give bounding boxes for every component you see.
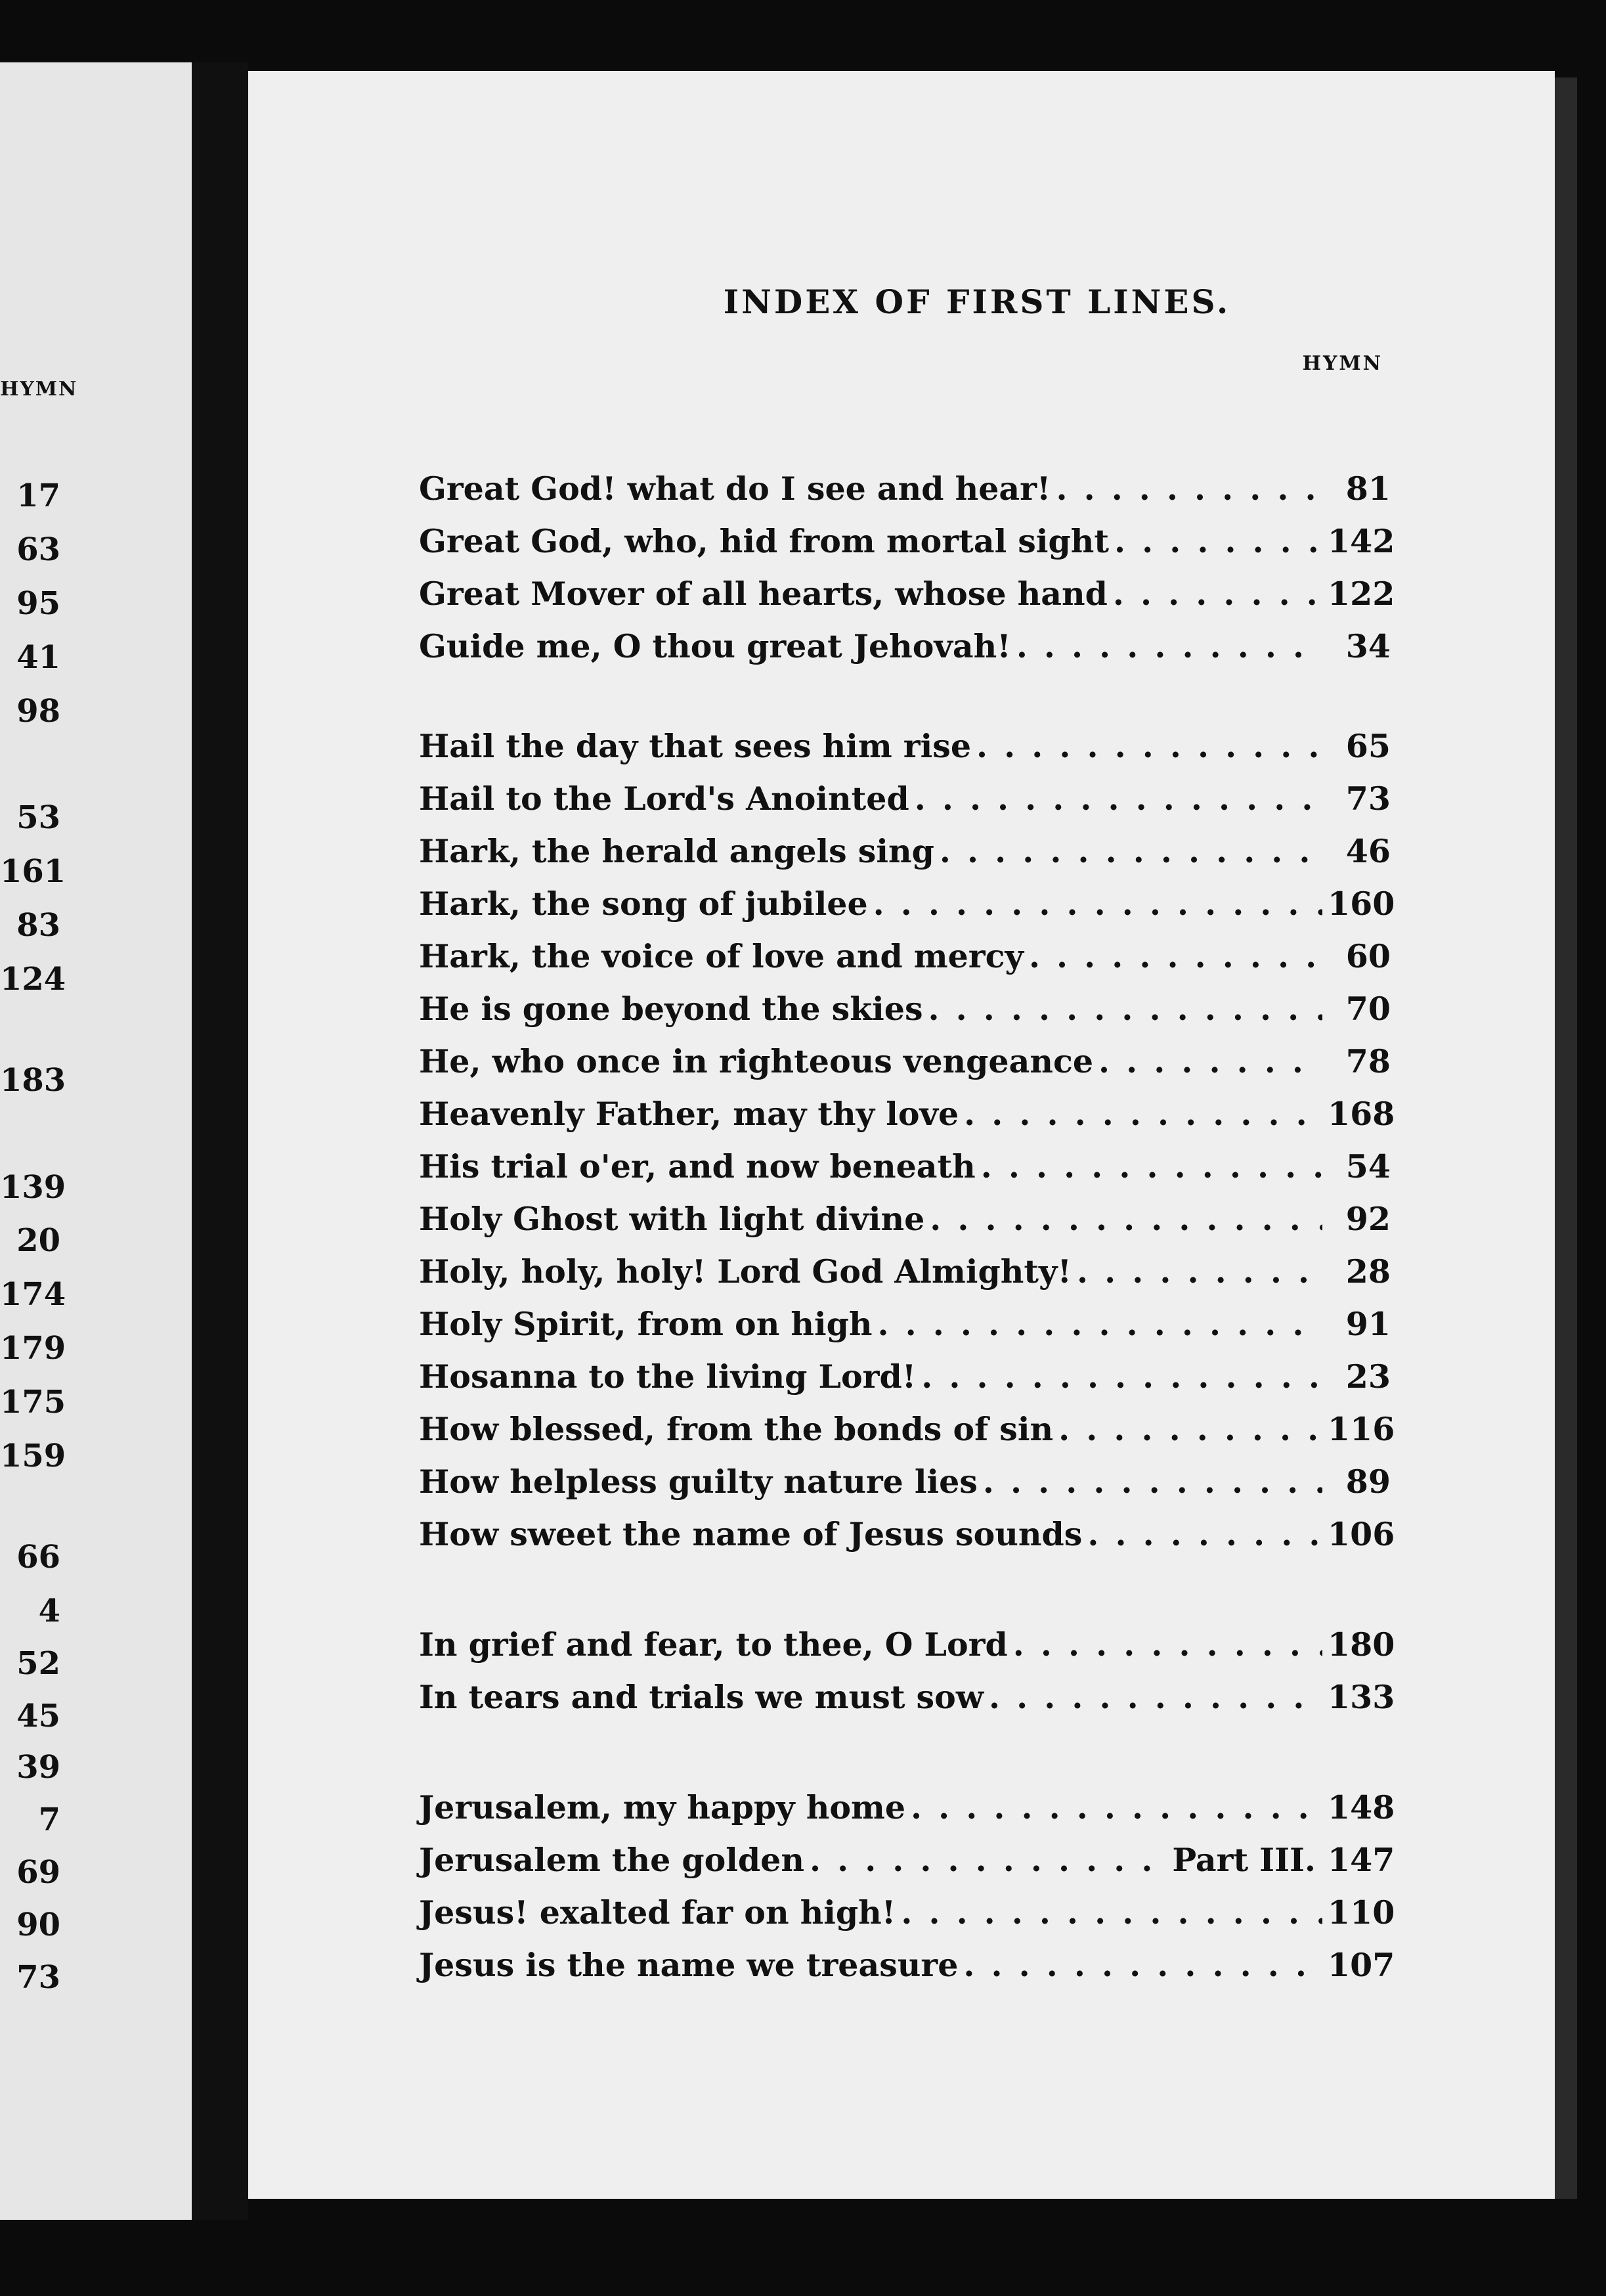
right-page: [248, 71, 1555, 2199]
first-line: Hark, the voice of love and mercy: [419, 937, 1024, 975]
index-entry: [419, 468, 1391, 510]
leader-dots: [1098, 1040, 1322, 1082]
index-entry: [419, 625, 1391, 667]
left-hymn-number: 53: [16, 799, 60, 836]
first-line: Jerusalem, my happy home: [419, 1788, 906, 1826]
first-line: How blessed, from the bonds of sin: [419, 1410, 1054, 1448]
leader-dots: [940, 830, 1322, 872]
leader-dots: [981, 1145, 1322, 1187]
hymn-number: 168: [1328, 1095, 1395, 1133]
first-line: Hail the day that sees him rise: [419, 727, 971, 765]
leader-dots: [1056, 468, 1322, 510]
first-line: Great God! what do I see and hear!: [419, 470, 1051, 508]
leader-dots: [911, 1786, 1322, 1828]
hymn-number: 106: [1328, 1515, 1395, 1553]
leader-dots: [1087, 1513, 1322, 1555]
first-line: Hosanna to the living Lord!: [419, 1358, 917, 1396]
hymn-number: 133: [1328, 1678, 1395, 1716]
leader-dots: [921, 1356, 1322, 1398]
left-hymn-number: 90: [16, 1907, 60, 1943]
index-entry: [419, 1676, 1395, 1718]
index-entry: [419, 1786, 1395, 1828]
left-hymn-number: 69: [16, 1854, 60, 1891]
hymn-number: 160: [1328, 885, 1395, 923]
left-hymn-number: 7: [38, 1801, 60, 1838]
left-page: [0, 62, 192, 2220]
first-line: How helpless guilty nature lies: [419, 1463, 978, 1501]
index-entry: [419, 935, 1391, 977]
hymn-number: 180: [1328, 1625, 1395, 1664]
index-entry: [419, 1040, 1391, 1082]
hymn-number: 147: [1328, 1841, 1395, 1879]
left-hymn-number: 4: [38, 1593, 60, 1629]
hymn-number: 54: [1345, 1147, 1391, 1185]
hymn-number: 60: [1345, 937, 1391, 975]
leader-dots: [878, 1303, 1322, 1345]
left-hymn-number: 17: [16, 477, 60, 514]
index-entry: [419, 778, 1391, 820]
leader-dots: [930, 1198, 1322, 1240]
leader-dots: [989, 1676, 1322, 1718]
left-hymn-number: 73: [16, 1959, 60, 1996]
leader-dots: [1113, 573, 1322, 615]
hymn-number: 92: [1345, 1200, 1391, 1238]
leader-dots: [810, 1839, 1167, 1881]
first-line: Great Mover of all hearts, whose hand: [419, 575, 1108, 613]
page-edge-shadow: [1555, 77, 1577, 2199]
hymn-number: 89: [1345, 1463, 1391, 1501]
left-hymn-number: 39: [16, 1749, 60, 1786]
hymn-number: 122: [1328, 575, 1395, 613]
hymn-number: 81: [1345, 470, 1391, 508]
index-entry: [419, 1356, 1391, 1398]
leader-dots: [976, 725, 1322, 767]
index-entry: [419, 830, 1391, 872]
index-entry: [419, 1891, 1395, 1933]
index-entry: [419, 1513, 1395, 1555]
index-entry: [419, 725, 1391, 767]
left-hymn-number: 179: [0, 1330, 66, 1367]
left-hymn-number: 83: [16, 907, 60, 944]
index-entry: [419, 988, 1391, 1030]
first-line: Heavenly Father, may thy love: [419, 1095, 959, 1133]
left-hymn-number: 175: [0, 1384, 66, 1421]
leader-dots: [873, 883, 1322, 925]
first-line: How sweet the name of Jesus sounds: [419, 1515, 1083, 1553]
left-hymn-number: 66: [16, 1539, 60, 1576]
hymn-number: 65: [1345, 727, 1391, 765]
first-line: Great God, who, hid from mortal sight: [419, 522, 1109, 560]
index-entry: [419, 1623, 1395, 1666]
page-title: INDEX OF FIRST LINES.: [723, 282, 1231, 321]
first-line: Hark, the herald angels sing: [419, 832, 934, 870]
hymn-number: 91: [1345, 1305, 1391, 1343]
leader-dots: [1029, 935, 1322, 977]
left-hymn-number: 124: [0, 961, 66, 998]
first-line: Hail to the Lord's Anointed: [419, 780, 909, 818]
left-hymn-number: 20: [16, 1222, 60, 1259]
left-hymn-number: 183: [0, 1062, 66, 1099]
hymn-number: 34: [1345, 627, 1391, 665]
index-entry: [419, 1944, 1395, 1986]
leader-dots: [983, 1461, 1322, 1503]
index-entry: [419, 1408, 1395, 1450]
index-entry: [419, 1093, 1395, 1135]
left-column-header: HYMN: [0, 378, 78, 401]
index-entry: [419, 883, 1395, 925]
index-entry: [419, 1839, 1395, 1881]
left-hymn-number: 45: [16, 1698, 60, 1734]
first-line: He, who once in righteous vengeance: [419, 1042, 1093, 1080]
hymn-number: 107: [1328, 1946, 1395, 1984]
hymn-number: 70: [1345, 990, 1391, 1028]
first-line: Guide me, O thou great Jehovah!: [419, 627, 1011, 665]
left-hymn-number: 161: [0, 853, 66, 890]
leader-dots: [915, 778, 1322, 820]
hymn-number: 73: [1345, 780, 1391, 818]
first-line: Jesus! exalted far on high!: [419, 1893, 896, 1932]
leader-dots: [1058, 1408, 1322, 1450]
first-line: In grief and fear, to thee, O Lord: [419, 1625, 1008, 1664]
index-entry: [419, 1198, 1391, 1240]
left-hymn-number: 174: [0, 1276, 66, 1313]
first-line: In tears and trials we must sow: [419, 1678, 984, 1716]
leader-dots: [964, 1093, 1322, 1135]
index-entry: [419, 1145, 1391, 1187]
index-entry: [419, 1303, 1391, 1345]
part-reference: Part III.: [1172, 1841, 1316, 1879]
hymn-number: 110: [1328, 1893, 1395, 1932]
hymn-number: 148: [1328, 1788, 1395, 1826]
first-line: Jerusalem the golden: [419, 1841, 804, 1879]
left-hymn-number: 63: [16, 531, 60, 568]
hymn-number: 23: [1345, 1358, 1391, 1396]
first-line: Holy, holy, holy! Lord God Almighty!: [419, 1252, 1072, 1291]
left-hymn-number: 159: [0, 1438, 66, 1474]
leader-dots: [1016, 625, 1322, 667]
index-entry: [419, 520, 1395, 562]
first-line: Holy Ghost with light divine: [419, 1200, 925, 1238]
hymn-number: 28: [1345, 1252, 1391, 1291]
first-line: Holy Spirit, from on high: [419, 1305, 873, 1343]
first-line: His trial o'er, and now beneath: [419, 1147, 976, 1185]
index-entry: [419, 573, 1395, 615]
leader-dots: [1013, 1623, 1322, 1666]
index-entry: [419, 1250, 1391, 1292]
leader-dots: [1077, 1250, 1322, 1292]
left-hymn-number: 98: [16, 693, 60, 730]
left-hymn-number: 41: [16, 639, 60, 676]
leader-dots: [928, 988, 1322, 1030]
hymn-number: 116: [1328, 1410, 1395, 1448]
index-entry: [419, 1461, 1391, 1503]
first-line: He is gone beyond the skies: [419, 990, 923, 1028]
book-spine: [192, 62, 248, 2220]
hymn-column-header: HYMN: [1302, 352, 1383, 375]
first-line: Hark, the song of jubilee: [419, 885, 868, 923]
left-hymn-number: 139: [0, 1169, 66, 1206]
left-hymn-number: 95: [16, 585, 60, 622]
hymn-number: 142: [1328, 522, 1395, 560]
hymn-number: 78: [1345, 1042, 1391, 1080]
leader-dots: [1114, 520, 1322, 562]
leader-dots: [901, 1891, 1322, 1933]
first-line: Jesus is the name we treasure: [419, 1946, 959, 1984]
left-hymn-number: 52: [16, 1645, 60, 1682]
hymn-number: 46: [1345, 832, 1391, 870]
leader-dots: [963, 1944, 1322, 1986]
